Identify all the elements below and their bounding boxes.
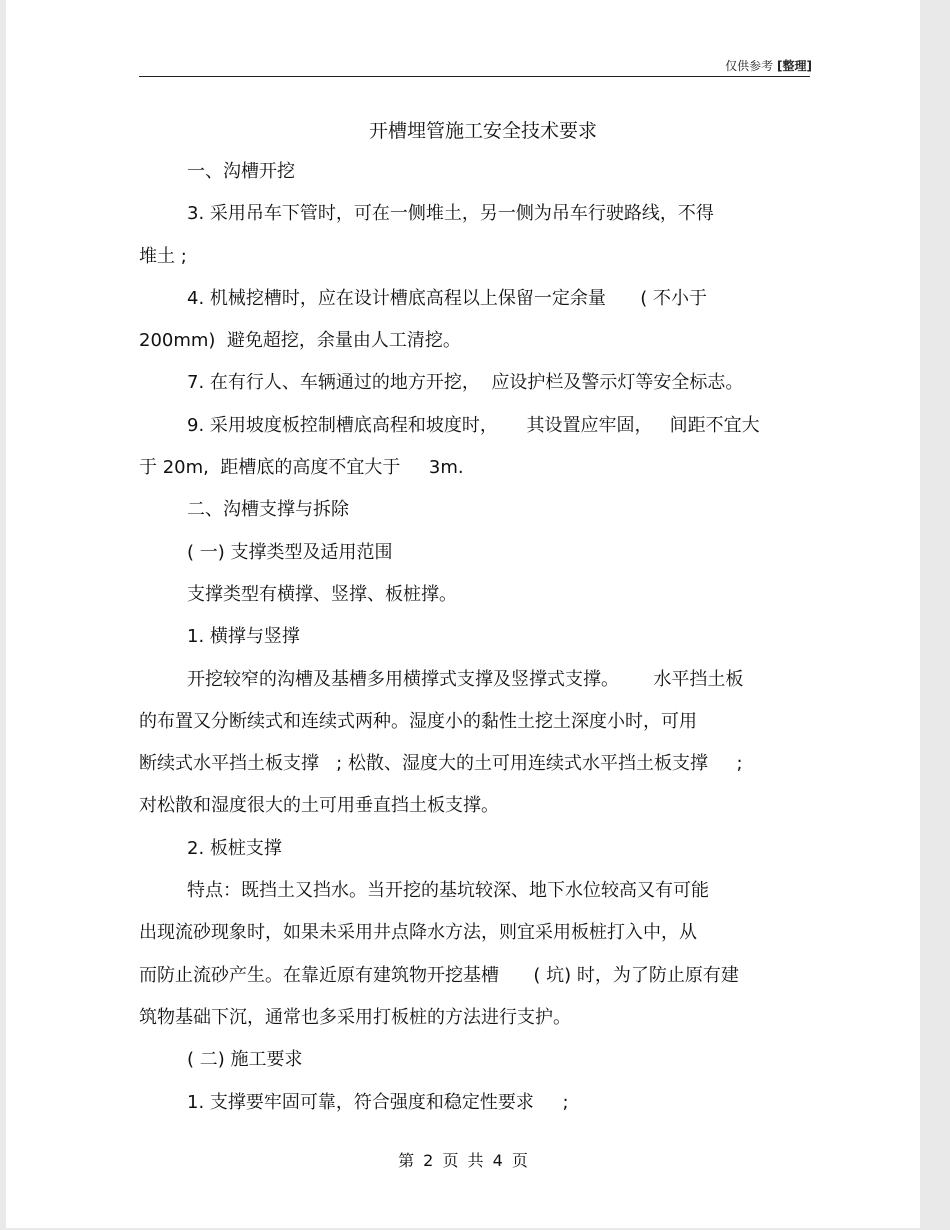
text-line: 开挖较窄的沟槽及基槽多用横撑式支撑及竖撑式支撑。 水平挡土板 [187,668,744,690]
text-line: 的布置又分断续式和连续式两种。湿度小的黏性土挖土深度小时，可用 [139,710,697,732]
text-line: 而防止流砂产生。在靠近原有建筑物开挖基槽 ( 坑) 时，为了防止原有建 [139,964,739,986]
text-line: 断续式水平挡土板支撑 ; 松散、湿度大的土可用连续式水平挡土板支撑 ; [139,753,743,775]
text-line: 7. 在有行人、车辆通过的地方开挖， 应设护栏及警示灯等安全标志。 [187,372,744,394]
text-line: 特点：既挡土又挡水。当开挖的基坑较深、地下水位较高又有可能 [187,880,709,902]
document-page [6,0,920,1228]
text-line: 支撑类型有横撑、竖撑、板桩撑。 [187,583,457,605]
text-line: 于 20m, 距槽底的高度不宜大于 3m. [139,457,464,479]
text-line: 二、沟槽支撑与拆除 [187,499,349,521]
text-line: 1. 横撑与竖撑 [187,626,300,648]
text-line: ( 二) 施工要求 [187,1049,303,1071]
header-ref-prefix: 仅供参考 [725,59,774,73]
text-line: 出现流砂现象时，如果未采用井点降水方法，则宜采用板桩打入中，从 [139,922,697,944]
text-line: 9. 采用坡度板控制槽底高程和坡度时， 其设置应牢固， 间距不宜大 [187,414,760,436]
text-line: 对松散和湿度很大的土可用垂直挡土板支撑。 [139,795,499,817]
document-body [139,151,814,1124]
text-line: 筑物基础下沉，通常也多采用打板桩的方法进行支护。 [139,1006,571,1028]
text-line: 4. 机械挖槽时，应在设计槽底高程以上保留一定余量 ( 不小于 [187,287,707,309]
text-line: ( 一) 支撑类型及适用范围 [187,541,393,563]
text-line: 一、沟槽开挖 [187,161,295,182]
header-divider [139,76,810,77]
document-title: 开槽埋管施工安全技术要求 [368,120,597,142]
text-line: 2. 板桩支撑 [187,837,282,859]
page-footer: 第 2 页 共 4 页 [398,1151,528,1170]
text-line: 200mm) 避免超挖，余量由人工清挖。 [139,330,461,352]
text-line: 堆土 ; [139,245,187,267]
text-line: 1. 支撑要牢固可靠，符合强度和稳定性要求 ; [187,1091,569,1113]
text-line: 3. 采用吊车下管时，可在一侧堆土，另一侧为吊车行驶路线，不得 [187,203,714,225]
header-ref-tag: [整理] [777,59,812,73]
header-reference [725,57,812,74]
